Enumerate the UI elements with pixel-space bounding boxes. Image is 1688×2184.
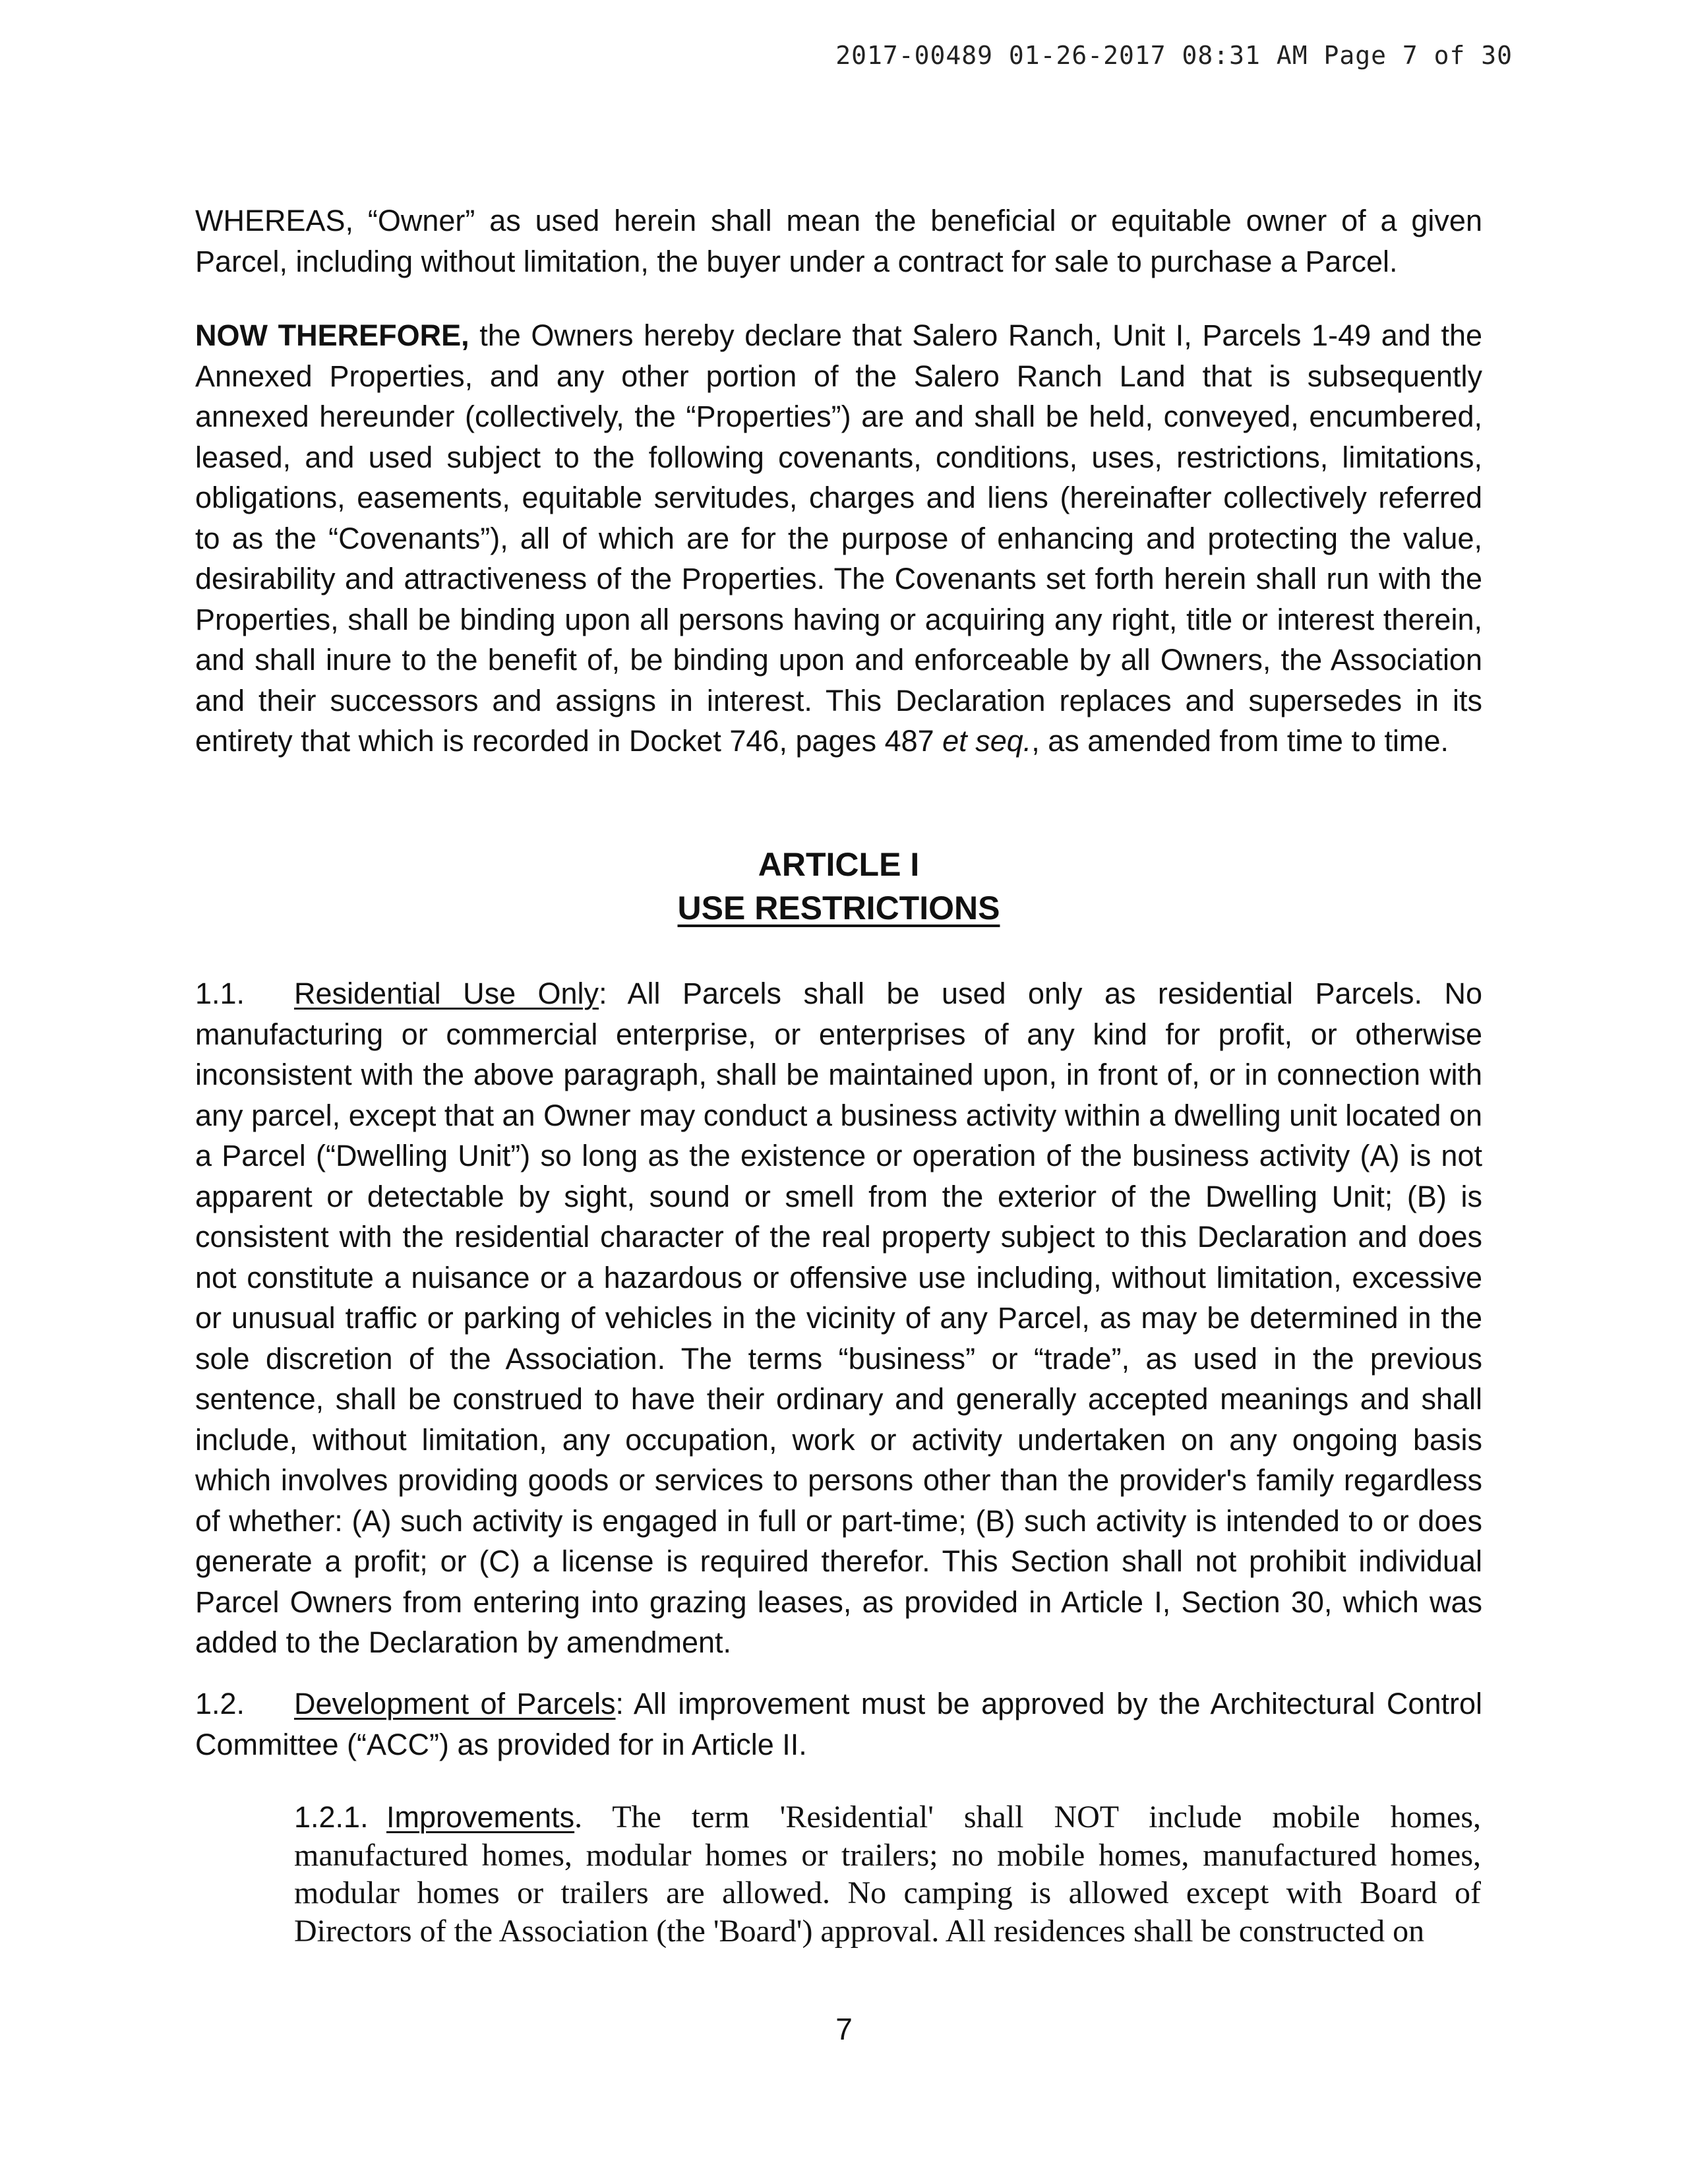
- article-subtitle: USE RESTRICTIONS: [677, 890, 1000, 926]
- now-therefore-paragraph: [195, 315, 1482, 762]
- et-seq-text: et seq.: [942, 724, 1032, 758]
- now-therefore-label: NOW THEREFORE,: [195, 318, 469, 352]
- section-1-2-1: [294, 1798, 1481, 1950]
- subsection-text: . The term 'Residential' shall NOT include mobile homes, manufactured homes, modular homes or trailers; no mobile homes, manufactured homes, modular homes or trailers are allowed. No camping is allowed except with Board of Directors of the Association (the 'Board') approval. All residences shall be constructed on: [294, 1800, 1481, 1949]
- whereas-paragraph: WHEREAS, “Owner” as used herein shall mean the beneficial or equitable owner of a given Parcel, including without limitation, the buyer under a contract for sale to purchase a Parcel.: [195, 204, 1482, 278]
- section-number: 1.2.: [195, 1687, 245, 1720]
- page-number: 7: [835, 2012, 853, 2046]
- recording-stamp: 2017-00489 01-26-2017 08:31 AM Page 7 of 30: [835, 41, 1513, 70]
- now-therefore-end: , as amended from time to time.: [1031, 724, 1449, 758]
- section-text: : All Parcels shall be used only as residential Parcels. No manufacturing or commercial enterprise, or enterprises of any kind for profit, or otherwise inconsistent with the above paragraph, shall be maintained upon, in front of, or in connection with any parcel, except that an Owner may conduct a business activity within a dwelling unit located on a Parcel (“Dwelling Unit”) so long as the existence or operation of the business activity (A) is not apparent or detectable by sight, sound or smell from the exterior of the Dwelling Unit; (B) is consistent with the residential character of the real property subject to this Declaration and does not constitute a nuisance or a hazardous or offensive use including, without limitation, excessive or unusual traffic or parking of vehicles in the vicinity of any Parcel, as may be determined in the sole discretion of the Association. The terms “business” or “trade”, as used in the previous sentence, shall be construed to have their ordinary and generally accepted meanings and shall include, without limitation, any occupation, work or activity undertaken on any ongoing basis which involves providing goods or services to persons other than the provider's family regardless of whether: (A) such activity is engaged in full or part-time; (B) such activity is intended to or does generate a profit; or (C) a license is required therefor. This Section shall not prohibit individual Parcel Owners from entering into grazing leases, as provided in Article I, Section 30, which was added to the Declaration by amendment.: [195, 977, 1482, 1659]
- section-1-1: [195, 973, 1482, 1663]
- section-title: Residential Use Only: [294, 977, 599, 1010]
- subsection-title: Improvements: [386, 1800, 575, 1834]
- section-title: Development of Parcels: [294, 1687, 616, 1720]
- section-1-2: [195, 1684, 1482, 1765]
- section-number: 1.1.: [195, 977, 245, 1010]
- now-therefore-text: the Owners hereby declare that Salero Ranch, Unit I, Parcels 1-49 and the Annexed Properties, and any other portion of the Salero Ranch Land that is subsequently annexed hereunder (collectively, the “Properties”) are and shall be held, conveyed, encumbered, leased, and used subject to the following covenants, conditions, uses, restrictions, limitations, obligations, easements, equitable servitudes, charges and liens (hereinafter collectively referred to as the “Covenants”), all of which are for the purpose of enhancing and protecting the value, desirability and attractiveness of the Properties. The Covenants set forth herein shall run with the Properties, shall be binding upon all persons having or acquiring any right, title or interest therein, and shall inure to the benefit of, be binding upon and enforceable by all Owners, the Association and their successors and assigns in interest. This Declaration replaces and supersedes in its entirety that which is recorded in Docket 746, pages 487: [195, 318, 1483, 758]
- article-heading: [195, 843, 1482, 930]
- article-title: ARTICLE I: [758, 846, 920, 883]
- subsection-number: 1.2.1.: [294, 1800, 369, 1834]
- section-text: : All improvement must be approved by the Architectural Control Committee (“ACC”) as provided for in Article II.: [195, 1687, 1482, 1761]
